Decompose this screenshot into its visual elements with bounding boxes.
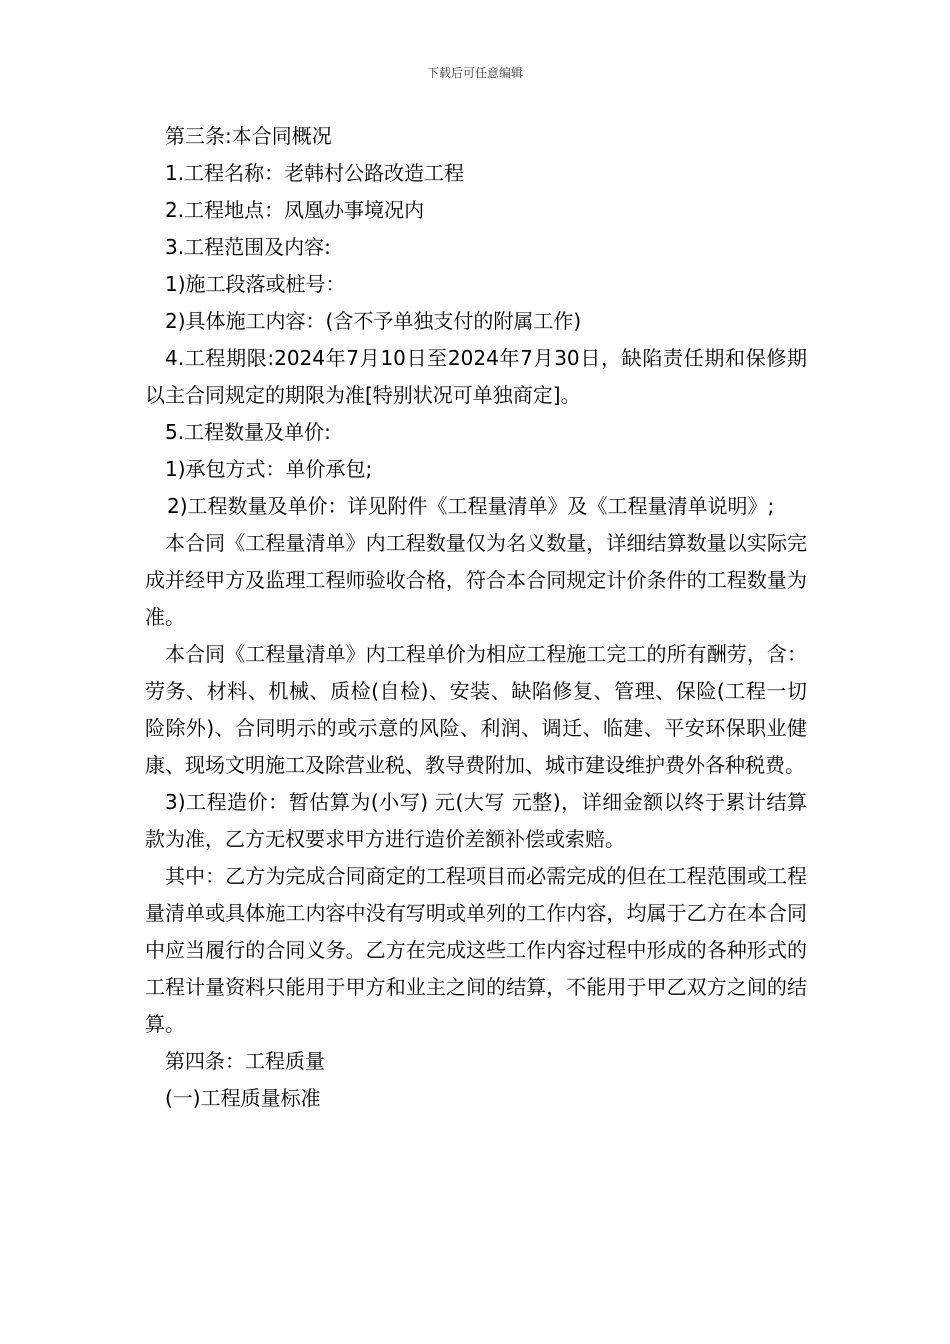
document-body — [145, 118, 807, 1117]
project-cost: 3)工程造价：暂估算为(小写) 元(大写 元整)，详细金额以终于累计结算款为准，乙方无权要求甲方进行造价差额补偿或索赔。 — [145, 790, 807, 851]
project-period: 4.工程期限:2024年7月10日至2024年7月30日，缺陷责任期和保修期以主合同规定的期限为准[特别状况可单独商定]。 — [145, 346, 807, 407]
unit-price-note: 本合同《工程量清单》内工程单价为相应工程施工完工的所有酬劳，含：劳务、材料、机械、质检(自检)、安装、缺陷修复、管理、保险(工程一切险除外)、合同明示的或示意的风险、利润、调迁、临建、平安环保职业健康、现场文明施工及除营业税、教导费附加、城市建设维护费外各种税费。 — [145, 642, 807, 777]
quality-standard-heading: (一)工程质量标准 — [165, 1086, 321, 1110]
project-scope: 3.工程范围及内容: — [165, 235, 331, 259]
project-name: 1.工程名称：老韩村公路改造工程 — [165, 161, 465, 185]
project-location: 2.工程地点：凤凰办事境况内 — [165, 198, 425, 222]
quantity-detail: 2)工程数量及单价：详见附件《工程量清单》及《工程量清单说明》; — [167, 494, 775, 518]
section-heading-4: 第四条：工程质量 — [165, 1049, 325, 1073]
obligation-note: 其中：乙方为完成合同商定的工程项目而必需完成的但在工程范围或工程量清单或具体施工内容中没有写明或单列的工作内容，均属于乙方在本合同中应当履行的合同义务。乙方在完成这些工作内容过程中形成的各种形式的工程计量资料只能用于甲方和业主之间的结算，不能用于甲乙双方之间的结算。 — [145, 864, 807, 1036]
quantity-note: 本合同《工程量清单》内工程数量仅为名义数量，详细结算数量以实际完成并经甲方及监理工程师验收合格，符合本合同规定计价条件的工程数量为准。 — [145, 531, 807, 629]
quantity-and-price: 5.工程数量及单价: — [165, 420, 331, 444]
page-header: 下载后可任意编辑 — [426, 66, 523, 80]
contract-method: 1)承包方式：单价承包; — [165, 457, 373, 481]
section-heading-3: 第三条:本合同概况 — [165, 124, 332, 148]
construction-content: 2)具体施工内容：(含不予单独支付的附属工作) — [165, 309, 582, 333]
construction-section: 1)施工段落或桩号： — [165, 272, 346, 296]
